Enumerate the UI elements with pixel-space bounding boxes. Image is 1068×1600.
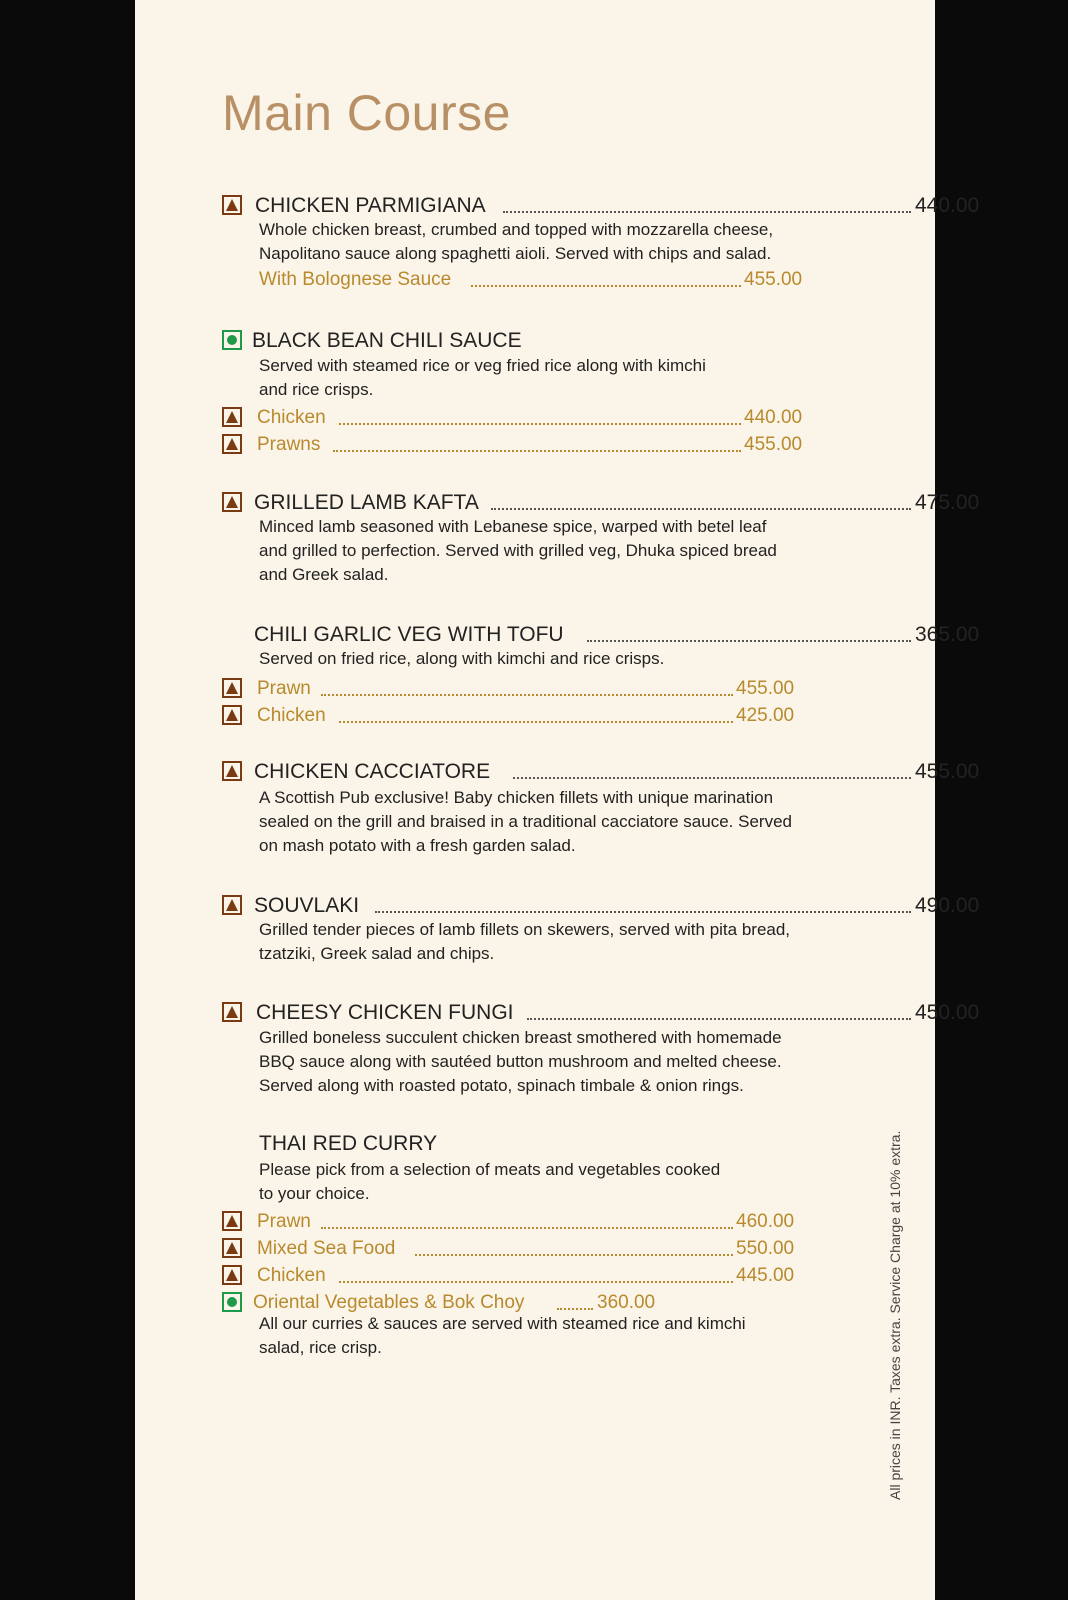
sub-option-price: 360.00 [597, 1292, 656, 1313]
dot-leader [339, 721, 733, 723]
sub-option-price: 455.00 [744, 269, 803, 290]
sub-option-price: 550.00 [736, 1238, 795, 1259]
veg-icon [222, 330, 242, 350]
veg-icon [222, 1292, 242, 1312]
sub-option-name: Chicken [257, 407, 326, 428]
item-description: and grilled to perfection. Served with grilled veg, Dhuka spiced bread [259, 541, 777, 560]
sub-option [135, 1208, 935, 1236]
item-price: 455.00 [915, 760, 980, 783]
nonveg-icon [222, 434, 242, 454]
item-description: Whole chicken breast, crumbed and topped with mozzarella cheese, [259, 220, 774, 239]
item-description: Please pick from a selection of meats and vegetables cooked [259, 1160, 721, 1179]
item-price: 440.00 [915, 194, 980, 217]
item-name: CHILI GARLIC VEG WITH TOFU [254, 623, 564, 646]
nonveg-icon [222, 1211, 242, 1231]
sub-option-price: 455.00 [736, 678, 795, 699]
sub-option-price: 445.00 [736, 1265, 795, 1286]
menu-item-thai-red-curry [135, 1130, 935, 1158]
sub-option-price: 460.00 [736, 1211, 795, 1232]
dot-leader [339, 423, 741, 425]
sub-option-name: Oriental Vegetables & Bok Choy [253, 1292, 525, 1313]
menu-item-cheesy-chicken-fungi [135, 999, 980, 1027]
item-name: CHICKEN PARMIGIANA [255, 194, 486, 217]
nonveg-icon [222, 1265, 242, 1285]
price-disclaimer: All prices in INR. Taxes extra. Service Charge at 10% extra. [887, 1130, 903, 1500]
sub-option [135, 675, 935, 703]
item-description: Served along with roasted potato, spinach timbale & onion rings. [259, 1076, 744, 1095]
dot-leader [333, 450, 741, 452]
item-description: Grilled boneless succulent chicken breast smothered with homemade [259, 1028, 782, 1047]
item-description: Minced lamb seasoned with Lebanese spice, warped with betel leaf [259, 517, 767, 536]
page-title: Main Course [222, 85, 511, 141]
menu-item-chicken-cacciatore [135, 758, 980, 786]
curry-note: All our curries & sauces are served with steamed rice and kimchi [259, 1314, 746, 1333]
sub-option [135, 702, 935, 730]
sub-option [135, 404, 935, 432]
nonveg-icon [222, 195, 242, 215]
item-description: Served on fried rice, along with kimchi and rice crisps. [259, 649, 665, 668]
item-description: tzatziki, Greek salad and chips. [259, 944, 495, 963]
item-name: BLACK BEAN CHILI SAUCE [252, 329, 522, 352]
sub-option-name: Prawn [257, 678, 311, 699]
dot-leader [491, 508, 911, 510]
sub-option-name: With Bolognese Sauce [259, 269, 452, 290]
item-name: SOUVLAKI [254, 894, 360, 917]
dot-leader [503, 211, 911, 213]
sub-option-name: Chicken [257, 1265, 326, 1286]
item-description: and rice crisps. [259, 380, 374, 399]
nonveg-icon [222, 492, 242, 512]
sub-option-name: Prawn [257, 1211, 311, 1232]
sub-option-price: 455.00 [744, 434, 803, 455]
menu-item-chicken-parmigiana [135, 192, 980, 220]
nonveg-icon [222, 895, 242, 915]
nonveg-icon [222, 407, 242, 427]
nonveg-icon [222, 678, 242, 698]
dot-leader [513, 777, 911, 779]
item-name: GRILLED LAMB KAFTA [254, 491, 479, 514]
menu-page [135, 0, 980, 1600]
dot-leader [471, 285, 741, 287]
item-description: and Greek salad. [259, 565, 389, 584]
item-description: to your choice. [259, 1184, 370, 1203]
menu-item-grilled-lamb-kafta [135, 489, 980, 517]
nonveg-icon [222, 1238, 242, 1258]
dot-leader [321, 694, 733, 696]
menu-item-black-bean-chili-sauce [135, 327, 935, 355]
nonveg-icon [222, 705, 242, 725]
item-price: 365.00 [915, 623, 980, 646]
item-name: THAI RED CURRY [259, 1132, 438, 1155]
item-description: Grilled tender pieces of lamb fillets on skewers, served with pita bread, [259, 920, 791, 939]
dot-leader [415, 1254, 733, 1256]
menu-item-souvlaki [135, 892, 980, 920]
item-description: Served with steamed rice or veg fried rice along with kimchi [259, 356, 706, 375]
sub-option [135, 1235, 935, 1263]
sub-option-name: Prawns [257, 434, 321, 455]
dot-leader [321, 1227, 733, 1229]
sub-option [135, 1262, 935, 1290]
sub-option-price: 425.00 [736, 705, 795, 726]
sub-option-name: Chicken [257, 705, 326, 726]
item-name: CHICKEN CACCIATORE [254, 760, 491, 783]
sub-option [135, 431, 935, 459]
dot-leader [527, 1018, 911, 1020]
item-price: 450.00 [915, 1001, 980, 1024]
item-description: BBQ sauce along with sautéed button mushroom and melted cheese. [259, 1052, 782, 1071]
dot-leader [375, 911, 911, 913]
curry-note: salad, rice crisp. [259, 1338, 382, 1357]
item-description: A Scottish Pub exclusive! Baby chicken fillets with unique marination [259, 788, 774, 807]
menu-item-chili-garlic-veg-with-tofu [135, 621, 980, 649]
item-description: sealed on the grill and braised in a traditional cacciatore sauce. Served [259, 812, 792, 831]
dot-leader [557, 1308, 593, 1310]
dot-leader [339, 1281, 733, 1283]
nonveg-icon [222, 761, 242, 781]
sub-option-price: 440.00 [744, 407, 803, 428]
sub-option [135, 266, 935, 294]
item-description: on mash potato with a fresh garden salad. [259, 836, 576, 855]
item-price: 475.00 [915, 491, 980, 514]
item-description: Napolitano sauce along spaghetti aioli. Served with chips and salad. [259, 244, 772, 263]
sub-option-name: Mixed Sea Food [257, 1238, 396, 1259]
item-name: CHEESY CHICKEN FUNGI [256, 1001, 514, 1024]
item-price: 490.00 [915, 894, 980, 917]
dot-leader [587, 640, 911, 642]
nonveg-icon [222, 1002, 242, 1022]
